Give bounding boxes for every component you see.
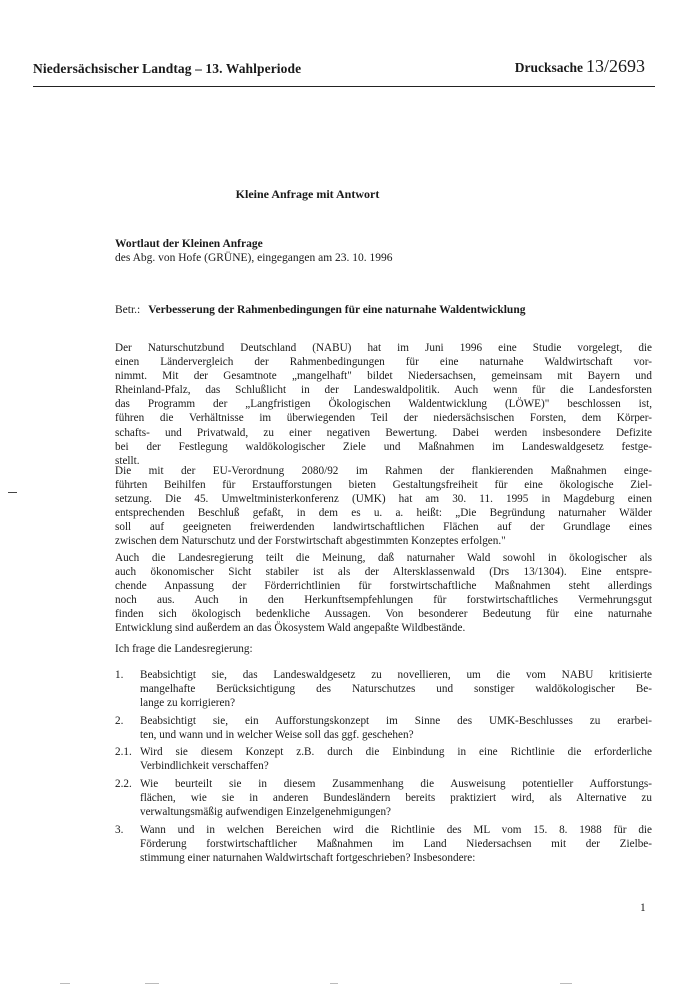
text-line: schafts- und Privatwald, zu einer negativen Bewertung. Dabei werden insbesondere Defizite <box>115 426 652 439</box>
text-line: bei der Festlegung waldökologischer Ziele und Maßnahmen im Landeswaldgesetz festge- <box>115 440 652 453</box>
text-line: Verbindlichkeit verschaffen? <box>140 760 269 773</box>
betreff-line <box>115 304 525 316</box>
parliament-header: Niedersächsischer Landtag – 13. Wahlperiode <box>33 61 302 76</box>
text-line: Beabsichtigt sie, ein Aufforstungskonzept im Sinne des UMK-Beschlusses zu erarbei- <box>140 715 652 727</box>
text-line: einen Ländervergleich der Rahmenbedingungen für eine naturnahe Waldwirtschaft vor- <box>115 356 652 369</box>
margin-mark <box>8 492 17 493</box>
text-line: entsprechenden Beschluß gefaßt, in dem es u. a. heißt: „Die Begründung naturnaher Wälder <box>115 507 652 520</box>
question-intro: Ich frage die Landesregierung: <box>115 643 253 655</box>
betreff-subject: Verbesserung der Rahmenbedingungen für eine naturnahe Waldentwicklung <box>148 304 526 316</box>
text-line: chende Anpassung der Förderrichtlinien für forstwirtschaftliche Maßnahmen steht allerdings <box>115 580 652 593</box>
text-line: stimmung einer naturnahen Waldwirtschaft fortgeschrieben? Insbesondere: <box>140 852 476 865</box>
text-line: soll auf geeigneten freiwerdenden landwirtschaftlichen Flächen auf der Grundlage eines <box>115 521 652 534</box>
text-line: Die mit der EU-Verordnung 2080/92 im Rahmen der flankierenden Maßnahmen einge- <box>115 465 652 477</box>
scan-artifact <box>60 983 70 984</box>
scan-artifact <box>145 983 159 984</box>
drucksache-number: 13/2693 <box>585 56 645 76</box>
text-line: Der Naturschutzbund Deutschland (NABU) hat im Juni 1996 eine Studie vorgelegt, die <box>115 342 652 354</box>
text-line: das Programm der „Langfristigen Ökologischen Waldentwicklung (LÖWE)" beschlossen ist, <box>115 398 652 411</box>
page-number: 1 <box>640 902 646 914</box>
text-line: setzung. Die 45. Umweltministerkonferenz (UMK) hat am 30. 11. 1995 in Magdeburg einen <box>115 493 652 506</box>
text-line: auch ökonomischer Sicht stabiler ist als der Altersklassenwald (Drs 13/1304). Eine entspre- <box>115 566 652 579</box>
text-line: Förderung forstwirtschaftlicher Maßnahmen im Land Niedersachsen mit der Zielbe- <box>140 838 652 851</box>
question-number: 2.2. <box>115 778 132 790</box>
text-line: nimmt. Mit der Gesamtnote „mangelhaft" bildet Niedersachsen, gemeinsam mit Bayern und <box>115 370 652 383</box>
text-line: Rheinland-Pfalz, das Schlußlicht in der Landeswaldpolitik. Auch wenn für die Landesforsten <box>115 384 652 397</box>
drucksache-word: Drucksache <box>514 60 583 75</box>
question-number: 2. <box>115 715 124 727</box>
text-line: Entwicklung sind außerdem an das Ökosystem Wald angepaßte Wildbestände. <box>115 622 466 635</box>
text-line: flächen, wie sie in anderen Bundesländern bereits praktiziert wird, als Alternative zu <box>140 792 652 805</box>
text-line: noch aus. Auch in den Herkunftsempfehlungen für forstwirtschaftliches Vermehrungsgut <box>115 594 652 607</box>
text-line: Beabsichtigt sie, das Landeswaldgesetz zu novellieren, um die vom NABU kritisierte <box>140 669 652 681</box>
document-title: Kleine Anfrage mit Antwort <box>235 187 380 201</box>
text-line: führten Beihilfen für Erstaufforstungen bieten Gestaltungsfreiheit für eine ökologische Ziel- <box>115 479 652 492</box>
paragraph-1 <box>115 341 652 468</box>
scan-artifact <box>560 983 572 984</box>
header-rule <box>33 86 655 87</box>
text-line: verwaltungsmäßig aufwendigen Einzelgenehmigungen? <box>140 806 392 819</box>
question-number: 2.1. <box>115 746 132 758</box>
text-line: ten, und wann und in welcher Weise soll das ggf. geschehen? <box>140 729 414 742</box>
betreff-label: Betr.: <box>115 304 141 316</box>
question-number: 1. <box>115 669 124 681</box>
scan-artifact <box>330 983 338 984</box>
text-line: Wie beurteilt sie in diesem Zusammenhang die Ausweisung potentieller Aufforstungs- <box>140 778 652 790</box>
paragraph-2 <box>115 464 652 549</box>
drucksache-label <box>515 56 645 77</box>
text-line: Wird sie diesem Konzept z.B. durch die Einbindung in eine Richtlinie die erforderliche <box>140 746 652 758</box>
text-line: Auch die Landesregierung teilt die Meinung, daß naturnaher Wald sowohl in ökologischer als <box>115 552 652 564</box>
paragraph-3 <box>115 551 652 636</box>
text-line: zwischen dem Naturschutz und der Forstwirtschaft abgestimmten Konzeptes erfolgen." <box>115 535 506 548</box>
text-line: stellt. <box>115 454 140 467</box>
wortlaut-heading: Wortlaut der Kleinen Anfrage <box>115 238 263 250</box>
text-line: mangelhafte Berücksichtigung des Naturschutzes und sonstiger waldökologischer Be- <box>140 683 652 696</box>
text-line: Wann und in welchen Bereichen wird die Richtlinie des ML vom 15. 8. 1988 für die <box>140 824 652 836</box>
text-line: finden sich ökologisch bedenkliche Aussagen. Von besonderer Bedeutung für eine naturnahe <box>115 608 652 621</box>
text-line: führen die Verhältnisse im überwiegenden Teil der niedersächsischen Forsten, dem Körper- <box>115 412 652 425</box>
text-line: lange zu korrigieren? <box>140 697 236 710</box>
wortlaut-subline: des Abg. von Hofe (GRÜNE), eingegangen am 23. 10. 1996 <box>115 252 393 264</box>
question-number: 3. <box>115 824 124 836</box>
